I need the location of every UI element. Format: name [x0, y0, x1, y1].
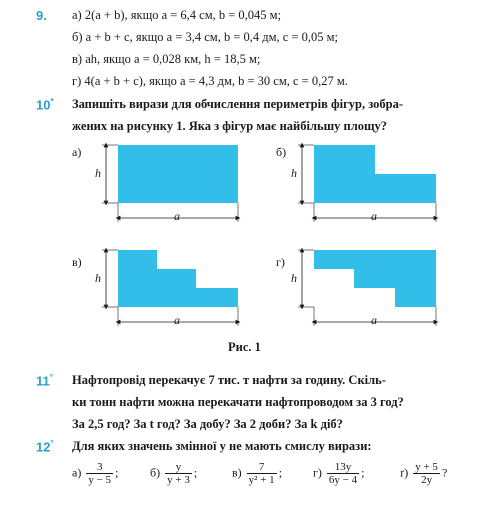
figure-label-c: в) [72, 255, 82, 269]
figure-label-a: а) [72, 145, 82, 159]
exercise-11-number: 11° [36, 373, 53, 389]
exercise-11-line-3: За 2,5 год? За t год? За добу? За 2 доби? За k діб? [72, 417, 343, 431]
figure-a-h-label: h [95, 166, 101, 180]
figure-label-b: б) [276, 145, 287, 159]
exercise-12-number: 12° [36, 439, 54, 455]
figure-c-shape [102, 250, 238, 326]
exercise-10-number: 10* [36, 97, 54, 113]
exercise-9-a: а) 2(a + b), якщо a = 6,4 см, b = 0,045 м; [72, 8, 282, 22]
exercise-12-item-c: в) $\frac{7}{\text{y² + 1}}$ ; [232, 461, 283, 486]
figure-d-a-label: a [371, 313, 377, 327]
exercise-9-c: в) ah, якщо a = 0,028 км, h = 18,5 м; [72, 52, 261, 66]
figure-d-h-label: h [291, 271, 297, 285]
exercise-12-item-e: ґ) $\frac{y + 5}{2y}$ ? [400, 461, 448, 486]
exercise-12-item-a: а) $\frac{3}{y - 5}$ ; [72, 461, 119, 486]
exercise-9-number: 9. [36, 8, 47, 23]
exercise-10-line-1: Запишіть вирази для обчислення периметрів фігур, зобра- [72, 97, 404, 111]
figure-d-shape [298, 250, 436, 326]
figure-b-shape [298, 145, 436, 222]
exercise-12-line-1: Для яких значень змінної y не мають смислу вирази: [72, 439, 372, 453]
exercise-10-line-2: жених на рисунку 1. Яка з фігур має найбільшу площу? [72, 119, 388, 133]
exercise-12-item-b: б) $\frac{y}{y + 3}$ ; [150, 461, 198, 486]
exercise-11-line-1: Нафтопровід перекачує 7 тис. т нафти за годину. Скіль- [72, 373, 386, 387]
figure-a-shape [102, 145, 238, 222]
figure-a-a-label: a [174, 209, 180, 223]
figure-caption: Рис. 1 [228, 340, 261, 354]
figure-c-a-label: a [174, 313, 180, 327]
figure-c-h-label: h [95, 271, 101, 285]
exercise-9-d: г) 4(a + b + c), якщо a = 4,3 дм, b = 30 см, c = 0,27 м. [72, 74, 348, 88]
exercise-12-item-d: г) $\frac{13y}{6y - 4}$ ; [313, 461, 365, 486]
exercise-9-b: б) a + b + c, якщо a = 3,4 см, b = 0,4 дм, c = 0,05 м; [72, 30, 339, 44]
exercise-11-line-2: ки тонн нафти можна перекачати нафтопроводом за 3 год? [72, 395, 404, 409]
figure-b-a-label: a [371, 209, 377, 223]
figure-b-h-label: h [291, 166, 297, 180]
figure-label-d: г) [276, 255, 285, 269]
